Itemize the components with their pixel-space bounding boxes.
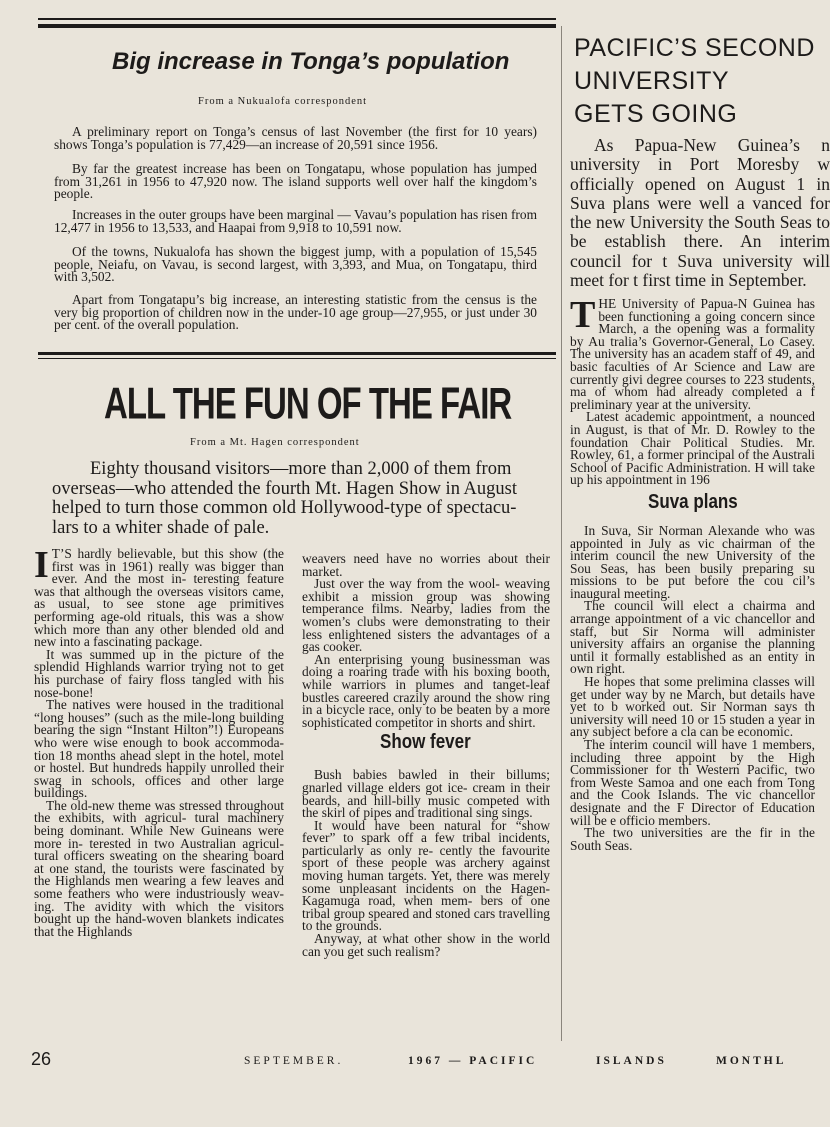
footer-month: SEPTEMBER. bbox=[244, 1055, 344, 1067]
top-rule bbox=[38, 18, 556, 20]
suva-plans-subhead: Suva plans bbox=[648, 490, 738, 513]
tonga-para-5: Apart from Tongatapu’s big increase, an interesting statistic from the census is the very big proportion of children now in the under-10 age group—27,955, or just under 30 per cent. of the overall population. bbox=[54, 292, 537, 333]
fair-intro: Eighty thousand visitors—more than 2,000 of them from overseas—who attended the fourth Mt. Hagen Show in August helped to turn those common old Hollywood-type of spectacu- lars to a whiter shade of pale. bbox=[52, 459, 517, 538]
fair-column-2 bbox=[302, 553, 550, 958]
footer-monthly: MONTHL bbox=[716, 1055, 787, 1067]
university-para-b2: The council will elect a chairma and arrange appointment of a vic chancellor and staff, but Sir Norma will administer university affairs an organise the planning until it formally established as an entity in own right. bbox=[570, 598, 815, 677]
footer-islands: ISLANDS bbox=[596, 1055, 667, 1067]
fair-c2-para-2: An enterprising young businessman was doing a roaring trade with his boxing booth, while warriors in plumes and tanget-leaf bustles careered crazily around the show ring in a bicycle race, only to be beaten by a more sophisticated competitor in shorts and shirt. bbox=[302, 651, 550, 730]
section-rule-thin bbox=[38, 358, 556, 359]
tonga-para-4: Of the towns, Nukualofa has shown the biggest jump, with a population of 15,545 people, Neiafu, on Vavau, is second largest, with 3,393, and Mua, on Tongatapu, third with 3,502. bbox=[54, 244, 537, 285]
fair-c1-para-1: It was summed up in the picture of the splendid Highlands warrior trying not to get his purchase of fairy floss tangled with his nose-bone! bbox=[34, 646, 284, 700]
show-fever-subhead: Show fever bbox=[380, 730, 471, 754]
page-number: 26 bbox=[31, 1049, 52, 1069]
footer-year-publication: 1967 — PACIFIC bbox=[408, 1055, 538, 1067]
tonga-headline: Big increase in Tonga’s population bbox=[112, 48, 510, 75]
fair-c2-top: weavers need have no worries about their market. bbox=[302, 551, 550, 579]
university-body bbox=[570, 294, 815, 853]
university-headline-line-3: GETS GOING bbox=[574, 100, 738, 128]
section-rule bbox=[38, 352, 556, 355]
top-rule-thick bbox=[38, 24, 556, 28]
tonga-para-3: Increases in the outer groups have been marginal — Vavau’s population has risen from 12,477 in 1956 to 13,533, and Haapai from 9,918 to 10,591 now. bbox=[54, 207, 537, 235]
fair-column-1 bbox=[34, 544, 284, 939]
fair-c2-para-4: It would have been natural for “show fever” to spark off a few tribal incidents, particularly as only re- cently the favourite sport of these people was archery against moving human targets. Yet, there was merely some unpleasant incidents on the Hagen-Kagamuga road, when mem- bers of one tribal group speared and stoned cars travelling to the grounds. bbox=[302, 817, 550, 934]
fair-c1-para-2: The natives were housed in the traditional “long houses” (such as the mile-long building bearing the sign “Instant Hilton”!) Europeans who were wise enough to book accommoda- tion 18 months ahead slept in the hotel, motel or hostel. But hundreds happily unrolled their swag in schools, offices and other large buildings. bbox=[34, 697, 284, 801]
university-headline-line-2: UNIVERSITY bbox=[574, 67, 730, 95]
university-para-b3: He hopes that some prelimina classes will get under way by ne March, but details have yet to b worked out. Sir Norman says th university will need 10 or 15 studen a year in any subject before a cla can be economic. bbox=[570, 674, 815, 740]
university-para-b1: In Suva, Sir Norman Alexande who was appointed in July as vic chairman of the interim council the new University of the Sou Seas, has been busily preparing su missions to be put before the cou cil’s inaugural meeting. bbox=[570, 522, 815, 601]
fair-c2-para-5: Anyway, at what other show in the world can you get such realism? bbox=[302, 931, 550, 959]
column-divider bbox=[561, 26, 562, 1041]
university-first-para: HE University of Papua-N Guinea has been functioning a going concern since March, a the opening was a formality by Au tralia’s Governor-General, Lo Casey. The university has an academ staff of 49, and basic faculties of Ar Science and Law are currently givi degree courses to 223 students, ma of whom had already completed a f preliminary year at the university. bbox=[570, 296, 815, 412]
fair-c2-para-3: Bush babies bawled in their billums; gnarled village elders got ice- cream in their beards, and hill-billy music competed with the skirl of pipes and traditional sing sings. bbox=[302, 767, 550, 821]
fair-c1-para-3: The old-new theme was stressed throughout the exhibits, with agricul- tural machinery being dominant. While New Guineans were more in- terested in two Australian agricul- tural officers sweating on the shearing board at one stand, the tourists were fascinated by the Highlands men wearing a few leaves and some feathers who were industriously weav- ing. The avidity with which the visitors bought up the hand-woven blankets indicates that the Highlands bbox=[34, 797, 284, 939]
fair-headline: ALL THE FUN OF THE FAIR bbox=[104, 378, 512, 428]
fair-first-para: T’S hardly believable, but this show (the first was in 1961) really was bigger than ever. And the most in- teresting feature was that although the overseas visitors came, as usual, to see stone age primitives performing age-old rituals, this was a show which more than any other blended old and new into a fascinating package. bbox=[34, 546, 284, 650]
university-para-a1: Latest academic appointment, a nounced in August, is that of Mr. D. Rowley to the foundation Chair Political Studies. Mr. Rowley, 61, a former principal of the Australi School of Pacific Administration. H will take up his appointment in 196 bbox=[570, 409, 815, 488]
fair-c2-para-1: Just over the way from the wool- weaving exhibit a mission group was showing temperance films. Nearby, ladies from the women’s clubs were demonstrating to their less enlightened sisters the advantages of a gas cooker. bbox=[302, 576, 550, 655]
tonga-para-1: A preliminary report on Tonga’s census of last November (the first for 10 years) shows Tonga’s population is 77,429—an increase of 20,591 since 1956. bbox=[54, 124, 537, 152]
university-para-b4: The interim council will have 1 members, including three appoint by the High Commissioner for th Western Pacific, two from Weste Samoa and one each from Tong and the Cook Islands. The vic chancellor designate and the F Director of Education will be e officio members. bbox=[570, 737, 815, 828]
fair-credit: From a Mt. Hagen correspondent bbox=[190, 437, 360, 448]
fair-dropcap: I bbox=[34, 544, 49, 586]
university-intro: As Papua-New Guinea’s n university in Port Moresby w officially opened on August 1 in Suva plans were well a vanced for the new University the South Seas to be establish there. An interim council for t Suva university will meet for t first time in September. bbox=[570, 135, 830, 291]
university-dropcap: T bbox=[570, 294, 596, 336]
university-clip bbox=[570, 130, 830, 1045]
tonga-credit: From a Nukualofa correspondent bbox=[198, 96, 368, 107]
university-headline-line-1: PACIFIC’S SECOND bbox=[574, 34, 815, 62]
tonga-para-2: By far the greatest increase has been on Tongatapu, whose population has jumped from 31,261 in 1956 to 47,920 now. The island supports well over half the kingdom’s people. bbox=[54, 161, 537, 202]
university-para-b5: The two universities are the fir in the South Seas. bbox=[570, 825, 815, 853]
